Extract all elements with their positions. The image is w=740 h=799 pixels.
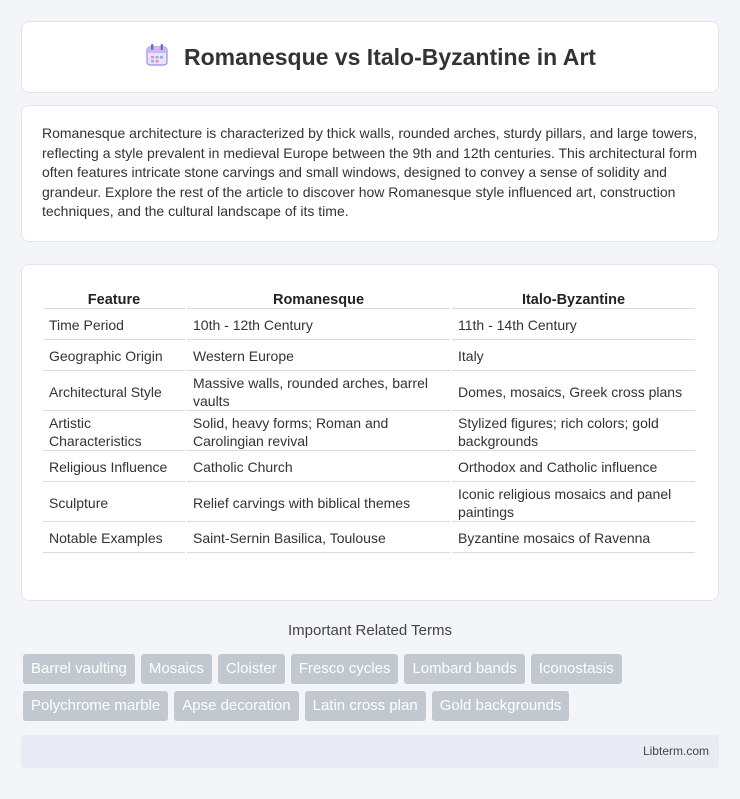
- term-tag[interactable]: Cloister: [218, 654, 285, 684]
- term-tag[interactable]: Mosaics: [141, 654, 212, 684]
- term-tag[interactable]: Apse decoration: [174, 691, 298, 721]
- table-row: [43, 311, 695, 340]
- cell-italo-byzantine: Domes, mosaics, Greek cross plans: [452, 373, 695, 411]
- cell-italo-byzantine: Italy: [452, 342, 695, 371]
- cell-romanesque: Saint-Sernin Basilica, Toulouse: [187, 524, 450, 553]
- cell-romanesque: 10th - 12th Century: [187, 311, 450, 340]
- table-row: [43, 524, 695, 553]
- cell-feature: Time Period: [43, 311, 185, 340]
- table-row: [43, 484, 695, 522]
- header-feature: Feature: [43, 287, 185, 309]
- cell-romanesque: Catholic Church: [187, 453, 450, 482]
- comparison-card: [21, 264, 719, 601]
- cell-italo-byzantine: Byzantine mosaics of Ravenna: [452, 524, 695, 553]
- cell-italo-byzantine: Stylized figures; rich colors; gold backgrounds: [452, 413, 695, 451]
- cell-feature: Geographic Origin: [43, 342, 185, 371]
- cell-romanesque: Relief carvings with biblical themes: [187, 484, 450, 522]
- cell-feature: Artistic Characteristics: [43, 413, 185, 451]
- cell-feature: Architectural Style: [43, 373, 185, 411]
- term-tag[interactable]: Barrel vaulting: [23, 654, 135, 684]
- page-title: Romanesque vs Italo-Byzantine in Art: [184, 43, 596, 70]
- cell-romanesque: Western Europe: [187, 342, 450, 371]
- table-row: [43, 342, 695, 371]
- comparison-table: [41, 285, 697, 555]
- term-tag[interactable]: Latin cross plan: [305, 691, 426, 721]
- term-tag[interactable]: Polychrome marble: [23, 691, 168, 721]
- header-romanesque: Romanesque: [187, 287, 450, 309]
- footer: [21, 735, 719, 768]
- cell-romanesque: Massive walls, rounded arches, barrel vaults: [187, 373, 450, 411]
- calendar-icon: [144, 42, 170, 73]
- term-tag[interactable]: Gold backgrounds: [432, 691, 570, 721]
- cell-feature: Sculpture: [43, 484, 185, 522]
- cell-italo-byzantine: Iconic religious mosaics and panel paintings: [452, 484, 695, 522]
- related-terms-title: Important Related Terms: [288, 622, 452, 639]
- table-row: [43, 453, 695, 482]
- term-tag[interactable]: Fresco cycles: [291, 654, 399, 684]
- term-tag[interactable]: Lombard bands: [404, 654, 524, 684]
- intro-card: [21, 105, 719, 242]
- cell-feature: Religious Influence: [43, 453, 185, 482]
- related-terms-list: [23, 654, 723, 721]
- cell-feature: Notable Examples: [43, 524, 185, 553]
- table-row: [43, 413, 695, 451]
- header-italo-byzantine: Italo-Byzantine: [452, 287, 695, 309]
- intro-text: Romanesque architecture is characterized by thick walls, rounded arches, sturdy pillars, and large towers, reflecting a style prevalent in medieval Europe between the 9th and 12th centuries. This architectural form often features intricate stone carvings and small windows, designed to convey a sense of solidity and grandeur. Explore the rest of the article to discover how Romanesque style influenced art, construction techniques, and the cultural landscape of its time.: [42, 125, 698, 220]
- table-row: [43, 373, 695, 411]
- cell-italo-byzantine: Orthodox and Catholic influence: [452, 453, 695, 482]
- header-card: [21, 21, 719, 93]
- term-tag[interactable]: Iconostasis: [531, 654, 622, 684]
- cell-italo-byzantine: 11th - 14th Century: [452, 311, 695, 340]
- cell-romanesque: Solid, heavy forms; Roman and Carolingian revival: [187, 413, 450, 451]
- footer-site-link[interactable]: Libterm.com: [642, 744, 709, 758]
